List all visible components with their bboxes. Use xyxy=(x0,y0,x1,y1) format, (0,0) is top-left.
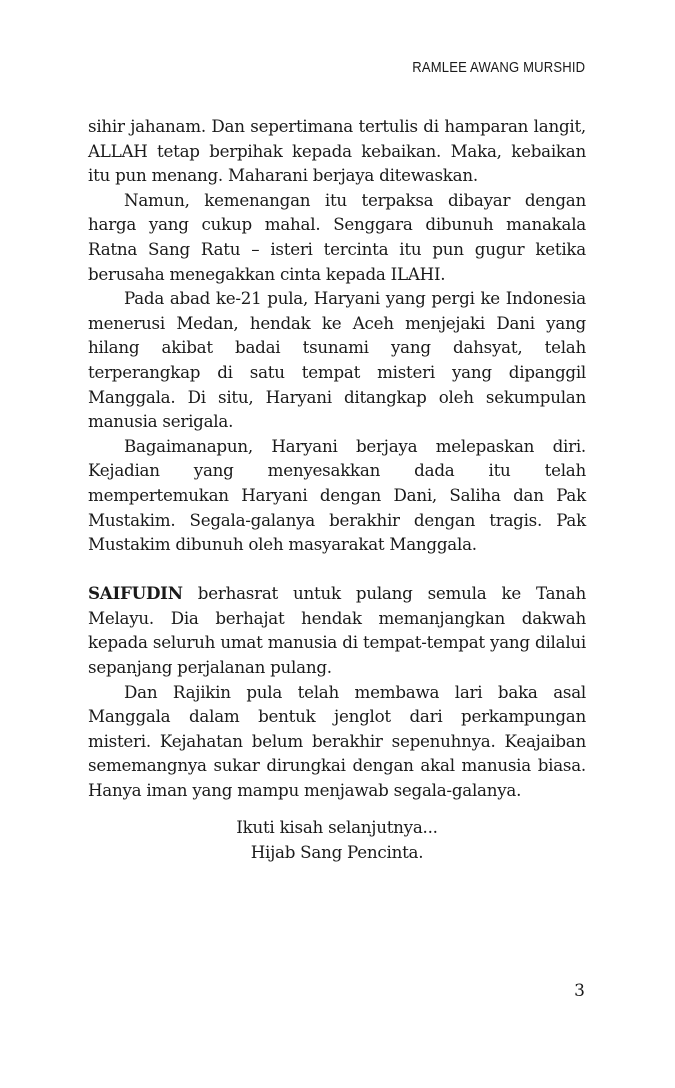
closing-note xyxy=(88,815,586,865)
section-lead-paragraph xyxy=(88,581,586,679)
lead-paragraph-text: berhasrat untuk pulang semula ke Tanah Melayu. Dia berhajat hendak memanjangkan dakwah kepada seluruh umat manusia di tempat-tempat yang dilalui sepanjang perjalanan pulang. xyxy=(88,583,586,678)
body-text xyxy=(88,114,586,803)
running-head-title: RAMLEE AWANG MURSHID xyxy=(411,60,585,76)
paragraph: Namun, kemenangan itu terpaksa dibayar dengan harga yang cukup mahal. Senggara dibunuh manakala Ratna Sang Ratu – isteri tercinta itu pun gugur ketika berusaha menegakkan cinta kepada ILAHI. xyxy=(88,189,586,284)
lead-word: SAIFUDIN xyxy=(88,583,183,604)
paragraph: Bagaimanapun, Haryani berjaya melepaskan diri. Kejadian yang menyesakkan dada itu telah mempertemukan Haryani dengan Dani, Saliha dan Pak Mustakim. Segala-galanya berakhir dengan tragis. Pak Mustakim dibunuh oleh masyarakat Manggala. xyxy=(88,435,586,555)
closing-line: Hijab Sang Pencinta. xyxy=(250,842,424,862)
paragraph: Pada abad ke-21 pula, Haryani yang pergi ke Indonesia menerusi Medan, hendak ke Aceh menjejaki Dani yang hilang akibat badai tsunami yang dahsyat, telah terperangkap di satu tempat misteri yang dipanggil Manggala. Di situ, Haryani ditangkap oleh sekumpulan manusia serigala. xyxy=(88,288,586,432)
paragraph: Dan Rajikin pula telah membawa lari baka asal Manggala dalam bentuk jenglot dari perkampungan misteri. Kejahatan belum berakhir sepenuhnya. Keajaiban sememangnya sukar dirungkai dengan akal manusia biasa. Hanya iman yang mampu menjawab segala-galanya. xyxy=(88,681,586,801)
closing-line: Ikuti kisah selanjutnya... xyxy=(236,817,438,837)
page-number: 3 xyxy=(574,981,585,1001)
section-break xyxy=(88,557,586,582)
paragraph: sihir jahanam. Dan sepertimana tertulis di hamparan langit, ALLAH tetap berpihak kepada kebaikan. Maka, kebaikan itu pun menang. Maharani berjaya ditewaskan. xyxy=(88,116,586,186)
